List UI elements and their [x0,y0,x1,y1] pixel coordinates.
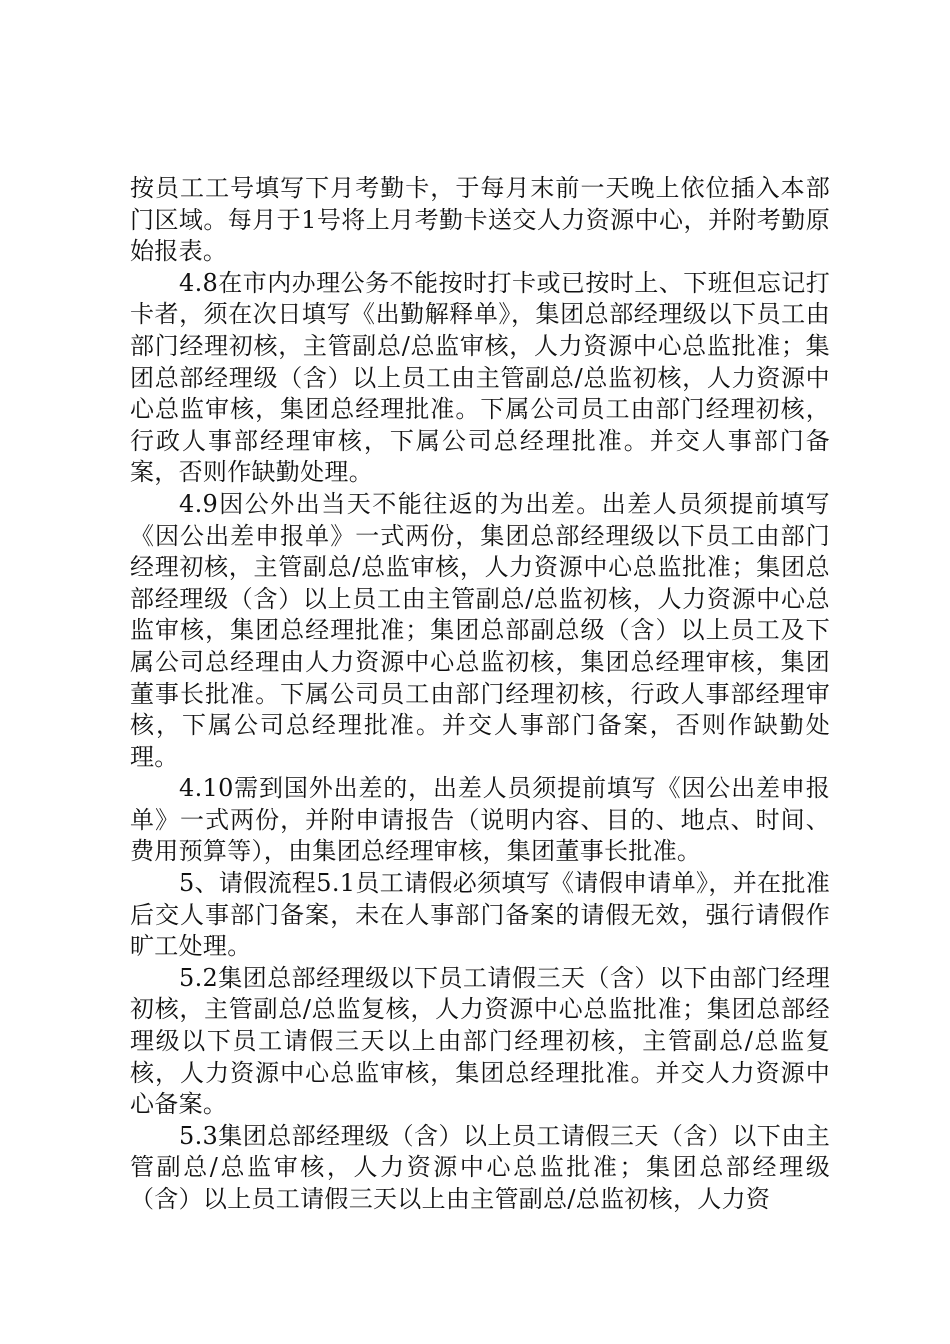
paragraph-4-9: 4.9因公外出当天不能往返的为出差。出差人员须提前填写《因公出差申报单》一式两份，集团总部经理级以下员工由部门经理初核，主管副总/总监审核，人力资源中心总监批准；集团总部经理级（含）以上员工由主管副总/总监初核，人力资源中心总监审核，集团总经理批准；集团总部副总级（含）以上员工及下属公司总经理由人力资源中心总监初核，集团总经理审核，集团董事长批准。下属公司员工由部门经理初核，行政人事部经理审核，下属公司总经理批准。并交人事部门备案，否则作缺勤处理。 [130,489,830,771]
paragraph-5-3: 5.3集团总部经理级（含）以上员工请假三天（含）以下由主管副总/总监审核，人力资源中心总监批准；集团总部经理级（含）以上员工请假三天以上由主管副总/总监初核，人力资 [130,1121,830,1213]
paragraph-attendance-card: 按员工工号填写下月考勤卡，于每月末前一天晚上依位插入本部门区域。每月于1号将上月考勤卡送交人力资源中心，并附考勤原始报表。 [130,174,830,266]
paragraph-4-10: 4.10需到国外出差的，出差人员须提前填写《因公出差申报单》一式两份，并附申请报告（说明内容、目的、地点、时间、费用预算等），由集团总经理审核，集团董事长批准。 [130,774,830,866]
paragraph-5-1: 5、请假流程5.1员工请假必须填写《请假申请单》，并在批准后交人事部门备案，未在人事部门备案的请假无效，强行请假作旷工处理。 [130,869,830,961]
document-page [130,173,830,1216]
paragraph-4-8: 4.8在市内办理公务不能按时打卡或已按时上、下班但忘记打卡者，须在次日填写《出勤解释单》，集团总部经理级以下员工由部门经理初核，主管副总/总监审核，人力资源中心总监批准；集团总部经理级（含）以上员工由主管副总/总监初核，人力资源中心总监审核，集团总经理批准。下属公司员工由部门经理初核，行政人事部经理审核，下属公司总经理批准。并交人事部门备案，否则作缺勤处理。 [130,268,830,487]
paragraph-5-2: 5.2集团总部经理级以下员工请假三天（含）以下由部门经理初核，主管副总/总监复核，人力资源中心总监批准；集团总部经理级以下员工请假三天以上由部门经理初核，主管副总/总监复核，人力资源中心总监审核，集团总经理批准。并交人力资源中心备案。 [130,963,830,1119]
